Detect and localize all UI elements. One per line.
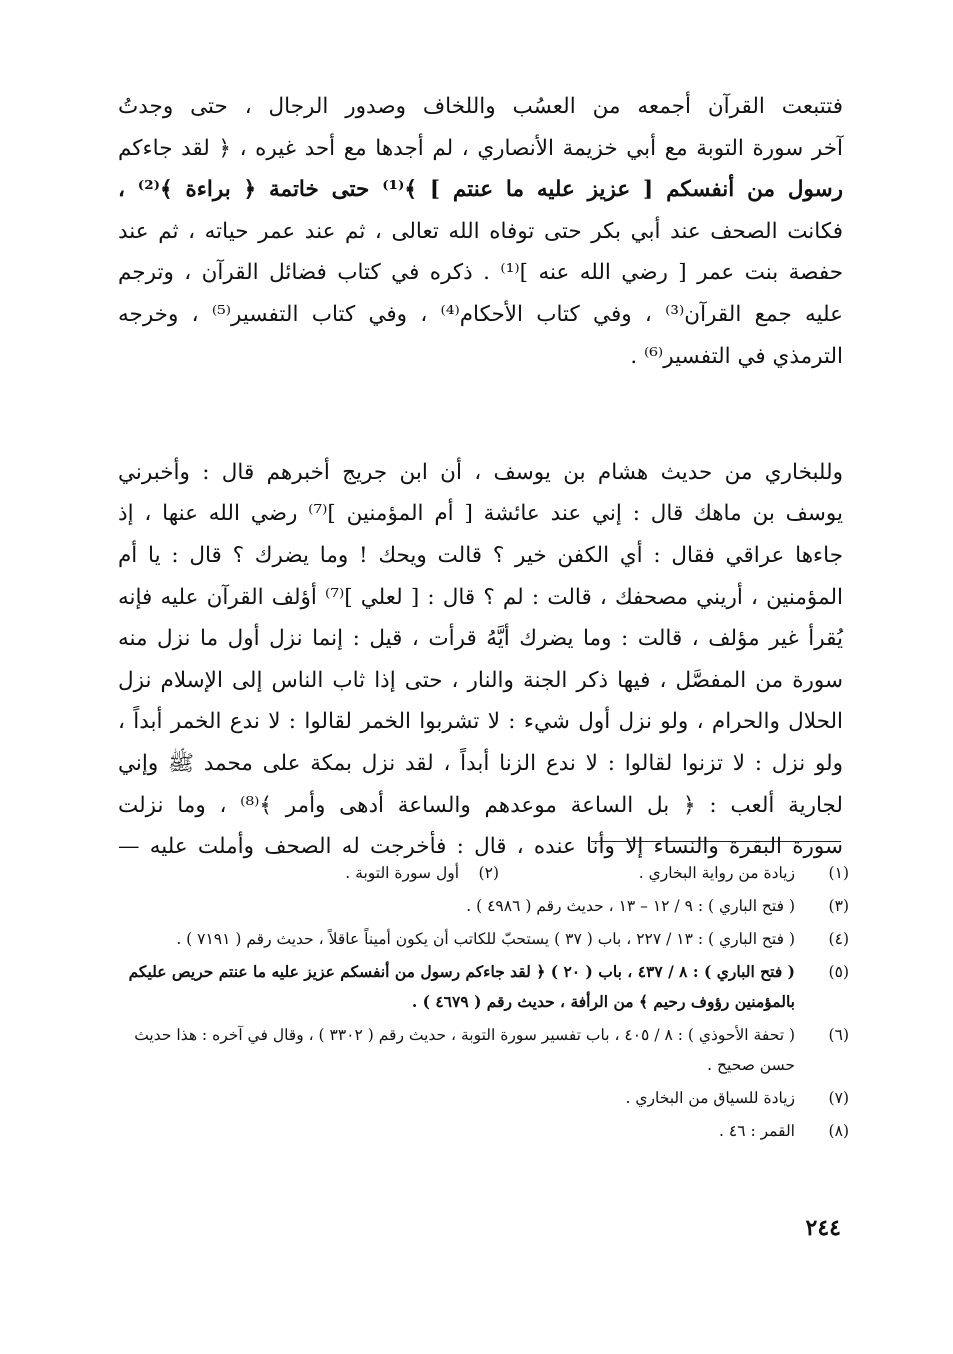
- footnote-text: أول سورة التوبة .: [345, 864, 459, 882]
- footnote-number: (٧): [828, 1089, 849, 1107]
- footnote-divider: [591, 841, 841, 842]
- text-line: آخر سورة التوبة مع أبي خزيمة الأنصاري ، لم أجدها مع أحد غيره ، ﴿ لقد جاءكم: [118, 135, 843, 161]
- footnote-1: [499, 858, 849, 888]
- page-number: ٢٤٤: [805, 1215, 841, 1241]
- footnote-text: ( فتح الباري ) : ١٣ / ٢٢٧ ، باب ( ٣٧ ) يستحبّ للكاتب أن يكون أميناً عاقلاً ، حديث رقم ( ٧١٩١ ) .: [176, 930, 795, 948]
- footnote-7: [118, 1083, 849, 1113]
- footnote-3: [118, 891, 849, 921]
- footnote-number: (٢): [478, 864, 499, 882]
- text-line: وللبخاري من حديث هشام بن يوسف ، أن ابن جريج أخبرهم قال : وأخبرني: [118, 459, 843, 485]
- footnote-number: (٦): [828, 1026, 849, 1044]
- text-line: حفصة بنت عمر [ رضي الله عنه ]⁽¹⁾ . ذكره في كتاب فضائل القرآن ، وترجم: [118, 260, 843, 286]
- text-line: المؤمنين ، أريني مصحفك ، قالت : لم ؟ قال : [ لعلي ]⁽⁷⁾ أؤلف القرآن عليه فإنه: [118, 584, 843, 610]
- footnote-number: (٤): [828, 930, 849, 948]
- text-line: عليه جمع القرآن⁽³⁾ ، وفي كتاب الأحكام⁽⁴⁾ ، وفي كتاب التفسير⁽⁵⁾ ، وخرجه: [118, 301, 843, 327]
- footnote-text: ( تحفة الأحوذي ) : ٨ / ٤٠٥ ، باب تفسير سورة التوبة ، حديث رقم ( ٣٣٠٢ ) ، وقال في آخره : هذا حديث حسن صحيح .: [134, 1026, 795, 1074]
- footnote-text: زيادة للسياق من البخاري .: [625, 1089, 795, 1107]
- text-line-quran: لجارية ألعب : ﴿ بل الساعة موعدهم والساعة أدهى وأمر ﴾⁽⁸⁾ ، وما نزلت: [118, 792, 843, 818]
- footnote-number: (١): [828, 864, 849, 882]
- text-line: ولو نزل : لا تزنوا لقالوا : لا ندع الزنا أبداً ، لقد نزل بمكة على محمد ﷺ وإني: [118, 750, 843, 776]
- text-line: فكانت الصحف عند أبي بكر حتى توفاه الله تعالى ، ثم عند عمر حياته ، ثم عند: [118, 218, 843, 244]
- text-line: سورة البقرة والنساء إلا وأنا عنده ، قال : فأخرجت له الصحف وأملت عليه —: [118, 834, 843, 860]
- text-line: الترمذي في التفسير⁽⁶⁾ .: [630, 343, 843, 369]
- main-text: [118, 86, 843, 909]
- footnote-5: [118, 957, 849, 1017]
- footnote-number: (٣): [828, 897, 849, 915]
- footnote-number: (٨): [828, 1122, 849, 1140]
- footnote-2: [345, 858, 499, 888]
- footnote-text: زيادة من رواية البخاري .: [638, 864, 795, 882]
- text-line: يُقرأ غير مؤلف ، قالت : وما يضرك أيَّهُ قرأت ، قيل : إنما نزل أول ما نزل منه: [118, 626, 843, 652]
- text-line: يوسف بن ماهك قال : إني عند عائشة [ أم المؤمنين ]⁽⁷⁾ رضي الله عنها ، إذ: [118, 501, 843, 527]
- paragraph-1: [118, 86, 843, 419]
- footnote-8: [118, 1116, 849, 1146]
- text-line: فتتبعت القرآن أجمعه من العسُب واللخاف وصدور الرجال ، حتى وجدتُ: [118, 94, 843, 119]
- footnote-number: (٥): [828, 963, 849, 981]
- footnote-4: [118, 924, 849, 954]
- text-line: الحلال والحرام ، ولو نزل أول شيء : لا تشربوا الخمر لقالوا : لا ندع الخمر أبداً ،: [118, 709, 843, 735]
- footnotes: [118, 858, 849, 1149]
- footnote-6: [118, 1020, 849, 1080]
- footnote-text: القمر : ٤٦ .: [719, 1122, 795, 1140]
- footnote-row: [118, 858, 849, 888]
- text-line-quran: رسول من أنفسكم [ عزيز عليه ما عنتم ] ﴾⁽¹⁾ حتى خاتمة ﴿ براءة ﴾⁽²⁾ ،: [118, 177, 843, 203]
- text-line: جاءها عراقي فقال : أي الكفن خير ؟ قالت ويحك ! وما يضرك ؟ قال : يا أم: [118, 542, 843, 568]
- text-line: سورة من المفصَّل ، فيها ذكر الجنة والنار ، حتى إذا ثاب الناس إلى الإسلام نزل: [118, 667, 843, 693]
- footnote-text: ( فتح الباري ) : ٨ / ٤٣٧ ، باب ( ٢٠ ) ﴿ لقد جاءكم رسول من أنفسكم عزيز عليه ما عنتم حريص عليكم بالمؤمنين رؤوف رحيم ﴾ من الرأفة ، حديث رقم ( ٤٦٧٩ ) .: [128, 962, 795, 1011]
- footnote-text: ( فتح الباري ) : ٩ / ١٢ – ١٣ ، حديث رقم ( ٤٩٨٦ ) .: [466, 897, 795, 915]
